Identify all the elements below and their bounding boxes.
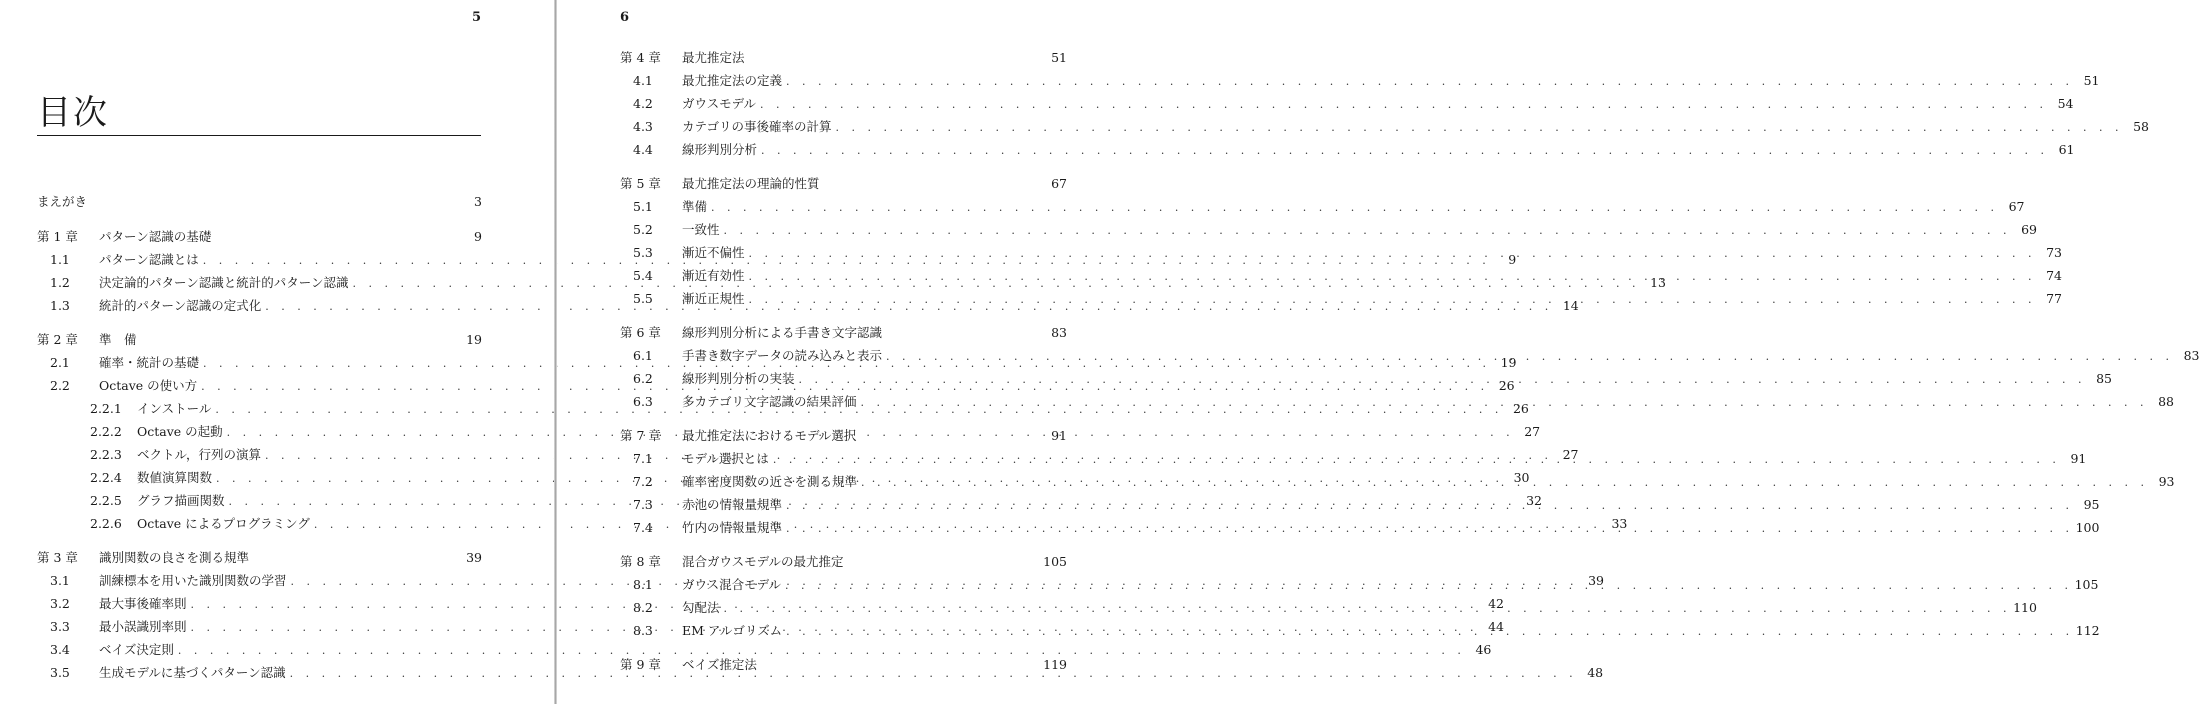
page-reference: 100: [2075, 520, 2100, 535]
toc-title: 目次: [37, 93, 109, 133]
subsection-title: グラフ描画関数: [137, 493, 225, 508]
page-reference: 83: [2183, 348, 2199, 363]
toc-entry-section: [620, 92, 2074, 115]
page-reference: 58: [2133, 119, 2149, 134]
section-title: 生成モデルに基づくパターン認識: [99, 665, 286, 680]
chapter-title: 線形判別分析による手書き文字認識: [682, 325, 883, 340]
page-reference: 119: [1043, 657, 1067, 672]
dot-leader: [886, 345, 2173, 368]
dot-leader: [836, 116, 2123, 139]
page-reference: 74: [2046, 268, 2062, 283]
toc-entry-section: [620, 218, 2037, 241]
chapter-title: 最尤推定法: [682, 50, 745, 65]
subsection-number: 2.2.4: [90, 470, 122, 485]
section-number: 1.1: [50, 252, 70, 267]
dot-leader: [785, 574, 2072, 597]
section-title: 一致性: [682, 222, 720, 237]
toc-entry-chapter: [37, 328, 482, 351]
section-title: カテゴリの事後確率の計算: [682, 119, 832, 134]
section-number: 3.1: [50, 573, 70, 588]
section-number: 4.4: [633, 142, 653, 157]
page-reference: 48: [1587, 665, 1604, 680]
dot-leader: [749, 242, 2036, 265]
section-title: 確率密度関数の近さを測る規準: [682, 474, 858, 489]
page-reference: 19: [1500, 355, 1517, 370]
section-number: 8.1: [633, 577, 653, 592]
subsection-title: インストール: [137, 401, 212, 416]
section-title: ガウス混合モデル: [682, 577, 782, 592]
subsection-number: 2.2.6: [90, 516, 122, 531]
chapter-number: 第 3 章: [37, 550, 78, 565]
subsection-title: ベクトル，行列の演算: [137, 447, 262, 462]
page-reference: 67: [2008, 199, 2025, 214]
page-reference: 27: [1562, 447, 1579, 462]
page-reference: 39: [1588, 573, 1604, 588]
section-number: 4.2: [633, 96, 653, 111]
chapter-title: 混合ガウスモデルの最尤推定: [682, 554, 844, 569]
page-reference: 46: [1475, 642, 1492, 657]
page-reference: 110: [2013, 600, 2037, 615]
page-reference: 83: [1051, 325, 1067, 340]
subsection-number: 2.2.5: [90, 493, 122, 508]
section-number: 3.3: [50, 619, 70, 634]
chapter-number: 第 7 章: [620, 428, 661, 443]
chapter-number: 第 4 章: [620, 50, 661, 65]
section-number: 1.3: [50, 298, 70, 313]
page-reference: 13: [1650, 275, 1666, 290]
page-reference: 54: [2057, 96, 2074, 111]
page-reference: 88: [2158, 394, 2174, 409]
dot-leader: [749, 288, 2036, 311]
toc-entry-section: [620, 115, 2149, 138]
section-title: 線形判別分析の実装: [682, 371, 795, 386]
section-number: 8.2: [633, 600, 653, 615]
toc-entry-chapter: [620, 653, 1067, 676]
toc-entry-section: [620, 69, 2100, 92]
section-number: 2.1: [50, 355, 70, 370]
section-number: 8.3: [633, 623, 653, 638]
chapter-title: 最尤推定法の理論的性質: [682, 176, 820, 191]
chapter-title: 識別関数の良さを測る規準: [99, 550, 250, 565]
section-title: モデル選択とは: [682, 451, 769, 466]
section-title: 竹内の情報量規準: [682, 520, 783, 535]
chapter-number: 第 9 章: [620, 657, 661, 672]
page-reference: 85: [2096, 371, 2112, 386]
dot-leader: [773, 448, 2060, 471]
page-number: 5: [472, 10, 482, 25]
section-number: 5.1: [633, 199, 653, 214]
section-number: 3.4: [50, 642, 70, 657]
page-reference: 27: [1524, 424, 1541, 439]
section-title: 手書き数字データの読み込みと表示: [682, 348, 883, 363]
section-title: 線形判別分析: [682, 142, 758, 157]
section-title: 漸近正規性: [682, 291, 745, 306]
chapter-number: 第 2 章: [37, 332, 78, 347]
toc-entry-chapter: [620, 46, 1067, 69]
section-title: 漸近有効性: [682, 268, 745, 283]
toc-entry-chapter: [37, 546, 482, 569]
chapter-number: 第 1 章: [37, 229, 78, 244]
section-title: 最尤推定法の定義: [682, 73, 783, 88]
dot-leader: [786, 517, 2073, 540]
section-title: EM アルゴリズム: [682, 623, 783, 638]
page-reference: 95: [2083, 497, 2100, 512]
page-reference: 51: [2083, 73, 2100, 88]
toc-entry-section: [620, 138, 2075, 161]
toc-entry-chapter: [37, 225, 482, 248]
section-title: 勾配法: [682, 600, 720, 615]
subsection-title: Octave の起動: [137, 424, 223, 439]
subsection-number: 2.2.1: [90, 401, 122, 416]
page-reference: 39: [466, 550, 482, 565]
section-title: 準備: [682, 199, 708, 214]
section-title: 漸近不偏性: [682, 245, 745, 260]
preface-title: まえがき: [37, 194, 88, 209]
dot-leader: [861, 471, 2148, 494]
toc-entry-chapter: [620, 550, 1067, 573]
section-number: 3.2: [50, 596, 70, 611]
section-number: 4.3: [633, 119, 653, 134]
section-number: 1.2: [50, 275, 70, 290]
section-number: 2.2: [50, 378, 70, 393]
page-number: 6: [620, 10, 630, 25]
subsection-number: 2.2.2: [90, 424, 122, 439]
dot-leader: [749, 265, 2036, 288]
chapter-title: パターン認識の基礎: [99, 229, 212, 244]
page-reference: 9: [1508, 252, 1517, 267]
chapter-number: 第 6 章: [620, 325, 661, 340]
page-reference: 44: [1488, 619, 1504, 634]
dot-leader: [861, 391, 2148, 414]
section-number: 5.5: [633, 291, 653, 306]
dot-leader: [761, 139, 2048, 162]
section-title: 決定論的パターン認識と統計的パターン認識: [99, 275, 349, 290]
section-title: ガウスモデル: [682, 96, 757, 111]
toc-entry-chapter: [620, 321, 1067, 344]
page-reference: 14: [1562, 298, 1579, 313]
page-reference: 93: [2158, 474, 2175, 489]
page-reference: 26: [1512, 401, 1529, 416]
toc-entry-section: [620, 241, 2062, 264]
section-title: 統計的パターン認識の定式化: [99, 298, 262, 313]
page-reference: 42: [1488, 596, 1504, 611]
dot-leader: [724, 597, 2011, 620]
section-number: 7.2: [633, 474, 653, 489]
dot-leader: [711, 196, 1998, 219]
section-number: 7.4: [633, 520, 653, 535]
page-reference: 3: [474, 194, 482, 209]
dot-leader: [786, 70, 2073, 93]
section-title: 訓練標本を用いた識別関数の学習: [99, 573, 287, 588]
section-number: 5.2: [633, 222, 653, 237]
page-reference: 77: [2046, 291, 2062, 306]
page-reference: 51: [1051, 50, 1067, 65]
subsection-title: 数値演算関数: [137, 470, 213, 485]
chapter-title: 最尤推定法におけるモデル選択: [682, 428, 857, 443]
toc-entry-chapter: [620, 172, 1067, 195]
page-reference: 73: [2046, 245, 2062, 260]
toc-entry-section: [620, 195, 2025, 218]
chapter-title: ベイズ推定法: [682, 657, 757, 672]
page-reference: 19: [466, 332, 482, 347]
section-number: 6.2: [633, 371, 653, 386]
section-number: 4.1: [633, 73, 653, 88]
page-reference: 91: [1051, 428, 1067, 443]
page-reference: 33: [1611, 516, 1628, 531]
section-number: 5.3: [633, 245, 653, 260]
section-title: パターン認識とは: [99, 252, 199, 267]
page-reference: 105: [1043, 554, 1067, 569]
page-reference: 67: [1051, 176, 1067, 191]
page-reference: 91: [2070, 451, 2087, 466]
section-number: 7.1: [633, 451, 653, 466]
dot-leader: [799, 368, 2086, 391]
section-number: 3.5: [50, 665, 70, 680]
dot-leader: [786, 494, 2073, 517]
chapter-title: 準 備: [99, 332, 137, 347]
section-title: Octave の使い方: [99, 378, 198, 393]
dot-leader: [724, 219, 2011, 242]
title-rule: [37, 135, 481, 136]
page-reference: 69: [2021, 222, 2037, 237]
chapter-number: 第 8 章: [620, 554, 661, 569]
page-reference: 32: [1526, 493, 1542, 508]
page-reference: 9: [474, 229, 482, 244]
section-title: 最小誤識別率則: [99, 619, 187, 634]
toc-entry-chapter: [620, 424, 1067, 447]
section-title: ベイズ決定則: [99, 642, 174, 657]
page-reference: 61: [2058, 142, 2075, 157]
subsection-title: Octave によるプログラミング: [137, 516, 310, 531]
toc-entry-preface: [37, 190, 482, 213]
section-number: 6.1: [633, 348, 653, 363]
dot-leader: [786, 620, 2073, 643]
section-title: 最大事後確率則: [99, 596, 187, 611]
subsection-number: 2.2.3: [90, 447, 122, 462]
section-number: 5.4: [633, 268, 653, 283]
section-title: 赤池の情報量規準: [682, 497, 783, 512]
section-title: 多カテゴリ文字認識の結果評価: [682, 394, 857, 409]
toc-entry-section: [37, 638, 1492, 661]
page-reference: 26: [1498, 378, 1515, 393]
page-reference: 105: [2074, 577, 2099, 592]
dot-leader: [760, 93, 2047, 116]
section-number: 7.3: [633, 497, 653, 512]
page-reference: 112: [2075, 623, 2100, 638]
page-reference: 30: [1513, 470, 1530, 485]
section-title: 確率・統計の基礎: [99, 355, 200, 370]
chapter-number: 第 5 章: [620, 176, 661, 191]
section-number: 6.3: [633, 394, 653, 409]
